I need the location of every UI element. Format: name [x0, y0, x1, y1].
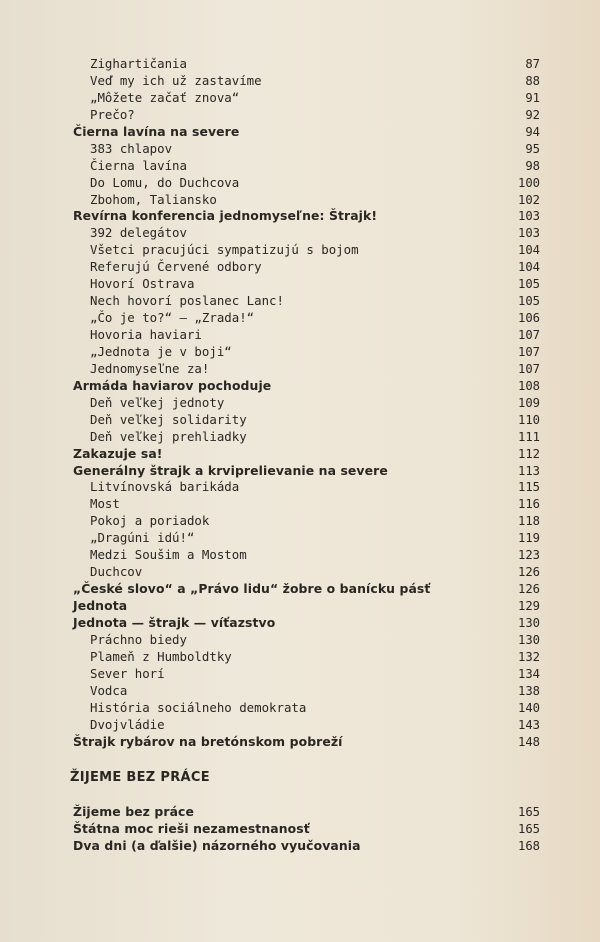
- toc-subentry: [0, 479, 600, 496]
- toc-page-number: 129: [517, 599, 540, 613]
- toc-entry-title: Práchno biedy: [90, 631, 187, 647]
- toc-subentry: [0, 683, 600, 700]
- toc-subentry: [0, 513, 600, 530]
- toc-page-number: 132: [517, 649, 540, 664]
- toc-subentry: [0, 649, 600, 666]
- toc-chapter-entry: [0, 581, 600, 598]
- toc-subentry: [0, 293, 600, 310]
- toc-entry-title: Zakazuje sa!: [73, 445, 163, 461]
- toc-entry-title: Jednomyseľne za!: [90, 360, 210, 376]
- toc-entry-title: „Jednota je v boji“: [90, 343, 232, 359]
- toc-subentry: [0, 225, 600, 242]
- section-heading: [0, 767, 600, 789]
- toc-page-number: 138: [517, 683, 540, 698]
- toc-page-number: 94: [525, 124, 540, 139]
- toc-page-number: 106: [517, 311, 540, 326]
- toc-group-2: [0, 804, 600, 855]
- toc-subentry: [0, 564, 600, 581]
- toc-entry-title: Žijeme bez práce: [73, 804, 194, 820]
- toc-entry-title: Čierna lavína na severe: [73, 123, 240, 139]
- toc-page-number: 123: [517, 548, 540, 563]
- toc-page-number: 126: [517, 565, 540, 580]
- toc-entry-title: Deň veľkej solidarity: [90, 411, 247, 427]
- toc-subentry: [0, 310, 600, 327]
- toc-page-number: 108: [517, 378, 540, 393]
- toc-page-number: 107: [517, 344, 540, 359]
- toc-entry-title: „České slovo“ a „Právo lidu“ žobre o banícku pásť: [73, 581, 431, 597]
- toc-entry-title: Sever horí: [90, 665, 165, 681]
- toc-entry-title: Deň veľkej prehliadky: [90, 428, 247, 444]
- toc-entry-title: Dva dni (a ďalšie) názorného vyučovania: [73, 838, 361, 854]
- toc-entry-title: Jednota: [73, 598, 128, 613]
- toc-subentry: [0, 395, 600, 412]
- toc-entry-title: Most: [90, 496, 120, 512]
- toc-page-number: 87: [525, 57, 540, 71]
- toc-subentry: [0, 242, 600, 259]
- toc-group-1: [0, 56, 600, 750]
- toc-entry-title: Hovoria haviari: [90, 327, 202, 342]
- toc-page-number: 104: [517, 243, 540, 258]
- toc-subentry: [0, 141, 600, 158]
- toc-page-number: 143: [517, 717, 540, 732]
- toc-page-number: 91: [525, 90, 540, 105]
- toc-subentry: [0, 666, 600, 683]
- toc-entry-title: „Dragúni idú!“: [90, 530, 195, 546]
- toc-chapter-entry: [0, 838, 600, 855]
- toc-entry-title: Jednota — štrajk — víťazstvo: [73, 614, 276, 630]
- toc-entry-title: Medzi Soušim a Mostom: [90, 547, 247, 563]
- toc-page-number: 165: [517, 822, 540, 837]
- toc-subentry: [0, 259, 600, 276]
- toc-entry-title: Litvínovská barikáda: [90, 479, 240, 495]
- toc-subentry: [0, 632, 600, 649]
- toc-entry-title: 383 chlapov: [90, 140, 173, 156]
- toc-chapter-entry: [0, 124, 600, 141]
- section-heading-text: ŽIJEME BEZ PRÁCE: [70, 770, 210, 786]
- toc-page-number: 103: [517, 226, 540, 241]
- toc-chapter-entry: [0, 598, 600, 615]
- toc-entry-title: „Čo je to?“ — „Zrada!“: [90, 310, 255, 326]
- toc-entry-title: Vodca: [90, 682, 128, 698]
- spacer: [0, 750, 600, 767]
- toc-page-number: 92: [525, 107, 540, 122]
- toc-page-number: 98: [525, 158, 540, 173]
- toc-page-number: 95: [525, 141, 540, 156]
- toc-page-number: 130: [517, 615, 540, 630]
- toc-subentry: [0, 158, 600, 175]
- toc-subentry: [0, 429, 600, 446]
- toc-page-number: 115: [517, 480, 540, 495]
- toc-subentry: [0, 192, 600, 209]
- toc-entry-title: Generálny štrajk a krviprelievanie na severe: [73, 462, 388, 478]
- toc-page-number: 118: [517, 514, 540, 529]
- toc-entry-title: Štrajk rybárov na bretónskom pobreží: [73, 733, 343, 749]
- toc-page-number: 88: [525, 73, 540, 88]
- toc-entry-title: História sociálneho demokrata: [90, 699, 307, 715]
- toc-page-number: 109: [517, 395, 540, 410]
- toc-page-number: 107: [517, 328, 540, 342]
- toc-entry-title: Armáda haviarov pochoduje: [73, 377, 272, 393]
- toc-subentry: [0, 90, 600, 107]
- spacer: [0, 789, 600, 804]
- toc-subentry: [0, 530, 600, 547]
- toc-page-number: 113: [517, 463, 540, 478]
- toc-subentry: [0, 496, 600, 513]
- toc-page-number: 116: [517, 497, 540, 512]
- toc-entry-title: Prečo?: [90, 106, 135, 122]
- toc-page-number: 140: [517, 700, 540, 715]
- toc-entry-title: 392 delegátov: [90, 225, 187, 241]
- toc-chapter-entry: [0, 463, 600, 480]
- toc-chapter-entry: [0, 804, 600, 821]
- toc-entry-title: Veď my ich už zastavíme: [90, 72, 262, 88]
- toc-entry-title: Zighartičania: [90, 56, 187, 71]
- toc-subentry: [0, 107, 600, 124]
- toc-entry-title: Čierna lavína: [90, 157, 187, 173]
- toc-chapter-entry: [0, 615, 600, 632]
- toc-page-number: 105: [517, 294, 540, 309]
- toc-page-number: 107: [517, 361, 540, 376]
- toc-subentry: [0, 361, 600, 378]
- toc-page-number: 126: [517, 582, 540, 597]
- table-of-contents: [0, 56, 600, 855]
- toc-entry-title: Nech hovorí poslanec Lanc!: [90, 293, 284, 309]
- toc-chapter-entry: [0, 446, 600, 463]
- toc-page-number: 105: [517, 277, 540, 292]
- toc-page-number: 119: [517, 531, 540, 546]
- toc-entry-title: Do Lomu, do Duchcova: [90, 174, 240, 190]
- toc-page-number: 112: [517, 446, 540, 461]
- toc-entry-title: Hovorí Ostrava: [90, 276, 195, 292]
- toc-page-number: 110: [517, 412, 540, 427]
- toc-entry-title: Referujú Červené odbory: [90, 259, 262, 275]
- toc-entry-title: Plameň z Humboldtky: [90, 648, 232, 664]
- toc-subentry: [0, 56, 600, 73]
- toc-chapter-entry: [0, 208, 600, 225]
- toc-subentry: [0, 276, 600, 293]
- toc-entry-title: Revírna konferencia jednomyseľne: Štrajk!: [73, 208, 378, 224]
- toc-entry-title: Pokoj a poriadok: [90, 513, 210, 529]
- toc-entry-title: Dvojvládie: [90, 716, 165, 732]
- toc-page-number: 130: [517, 632, 540, 647]
- toc-page-number: 111: [517, 429, 540, 444]
- toc-subentry: [0, 327, 600, 344]
- toc-entry-title: Zbohom, Taliansko: [90, 191, 217, 207]
- toc-subentry: [0, 717, 600, 734]
- toc-page-number: 134: [517, 666, 540, 681]
- toc-subentry: [0, 700, 600, 717]
- toc-subentry: [0, 412, 600, 429]
- toc-subentry: [0, 547, 600, 564]
- toc-subentry: [0, 175, 600, 192]
- toc-entry-title: Duchcov: [90, 564, 143, 580]
- toc-subentry: [0, 344, 600, 361]
- toc-entry-title: „Môžete začať znova“: [90, 89, 240, 105]
- toc-entry-title: Štátna moc rieši nezamestnanosť: [73, 821, 310, 837]
- toc-page-number: 168: [517, 839, 540, 854]
- toc-chapter-entry: [0, 821, 600, 838]
- toc-chapter-entry: [0, 378, 600, 395]
- toc-page-number: 100: [517, 175, 540, 190]
- toc-page-number: 148: [517, 734, 540, 749]
- toc-entry-title: Všetci pracujúci sympatizujú s bojom: [90, 242, 359, 258]
- toc-chapter-entry: [0, 734, 600, 751]
- toc-page-number: 165: [517, 805, 540, 820]
- toc-page-number: 104: [517, 260, 540, 275]
- toc-page-number: 103: [517, 209, 540, 224]
- toc-entry-title: Deň veľkej jednoty: [90, 394, 225, 410]
- toc-subentry: [0, 73, 600, 90]
- toc-page-number: 102: [517, 192, 540, 207]
